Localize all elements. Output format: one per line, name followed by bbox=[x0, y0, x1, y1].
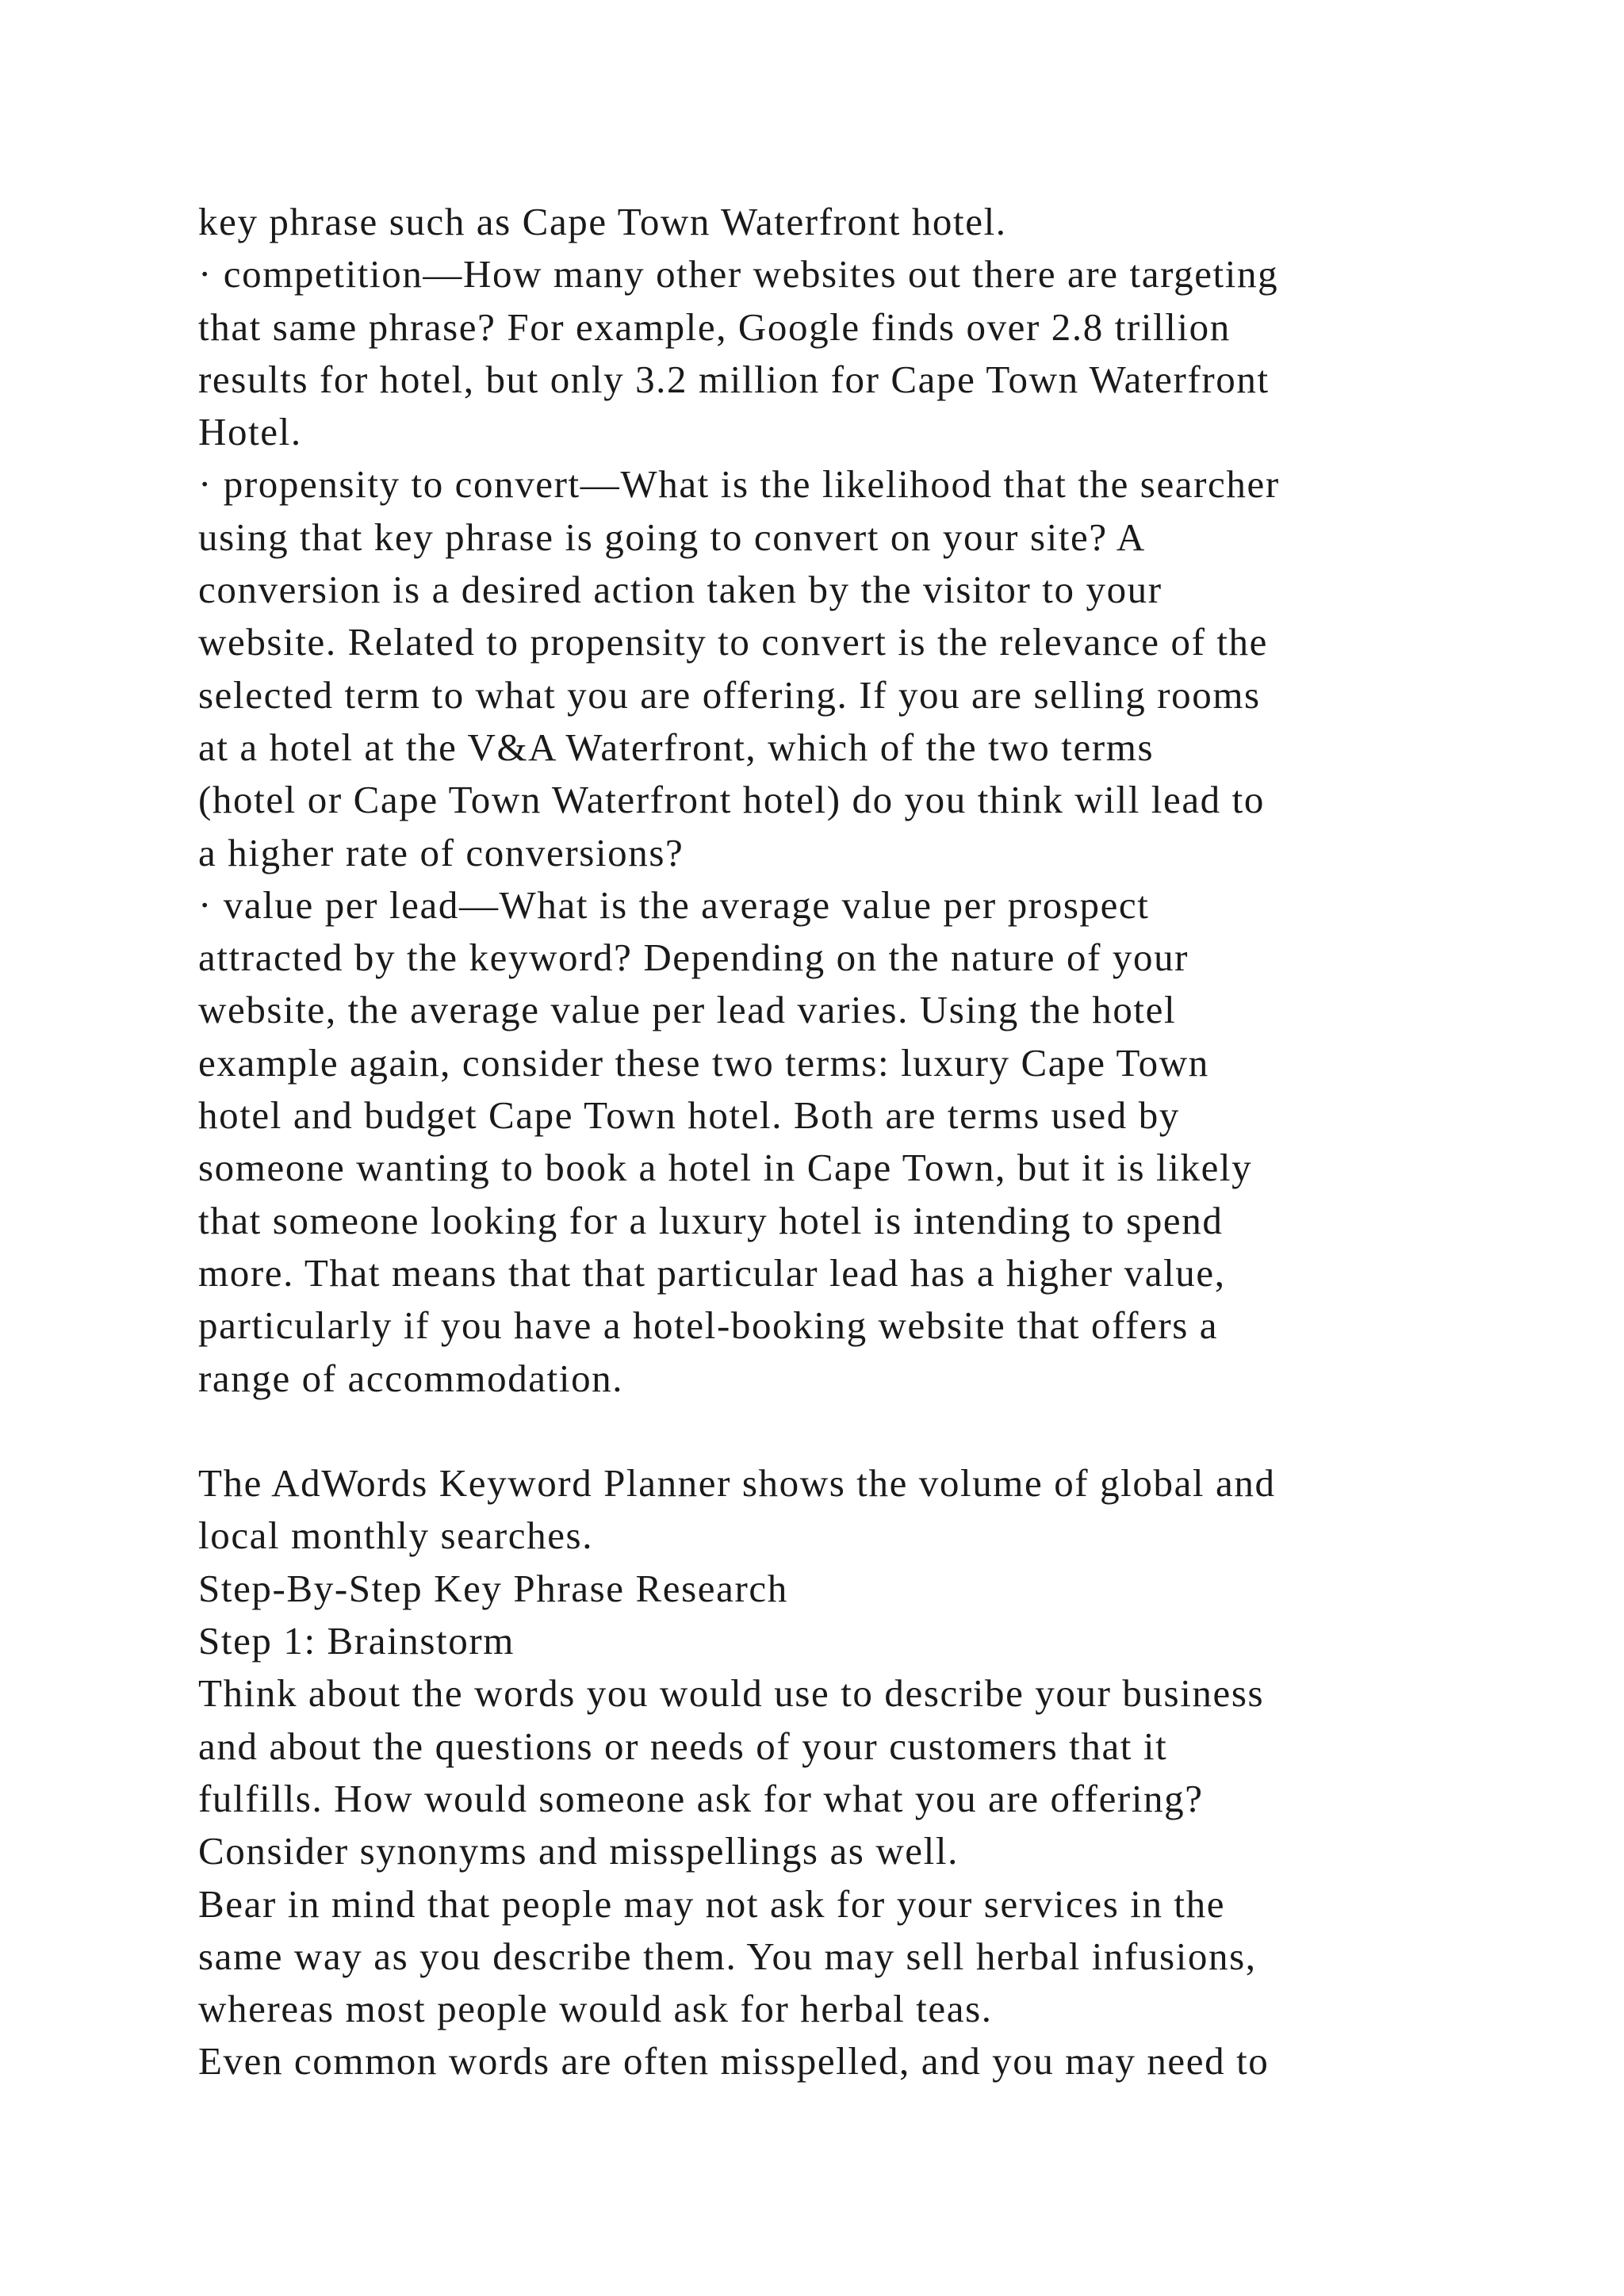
text-line: Consider synonyms and misspellings as well. bbox=[198, 1829, 959, 1873]
text-line: website, the average value per lead varies. Using the hotel bbox=[198, 988, 1177, 1032]
text-line: more. That means that that particular lead has a higher value, bbox=[198, 1250, 1226, 1295]
bullet-value-per-lead: · value per lead—What is the average value per prospect bbox=[198, 882, 1150, 927]
text-line: key phrase such as Cape Town Waterfront hotel. bbox=[198, 200, 1007, 243]
text-line: Even common words are often misspelled, and you may need to bbox=[198, 2039, 1270, 2084]
text-line: hotel and budget Cape Town hotel. Both are terms used by bbox=[198, 1093, 1180, 1138]
text-line: The AdWords Keyword Planner shows the volume of global and bbox=[198, 1461, 1276, 1506]
text-line: same way as you describe them. You may sell herbal infusions, bbox=[198, 1934, 1257, 1978]
body-text bbox=[198, 196, 1546, 2088]
text-line: results for hotel, but only 3.2 million for Cape Town Waterfront bbox=[198, 357, 1270, 401]
bullet-propensity-to-convert: · propensity to convert—What is the likelihood that the searcher bbox=[198, 462, 1280, 507]
text-line: range of accommodation. bbox=[198, 1356, 624, 1400]
text-line: selected term to what you are offering. If you are selling rooms bbox=[198, 672, 1261, 717]
text-line: that same phrase? For example, Google finds over 2.8 trillion bbox=[198, 304, 1231, 349]
section-heading: Step-By-Step Key Phrase Research bbox=[198, 1566, 788, 1610]
text-line: fulfills. How would someone ask for what you are offering? bbox=[198, 1776, 1204, 1820]
text-line: someone wanting to book a hotel in Cape Town, but it is likely bbox=[198, 1146, 1253, 1190]
text-line: local monthly searches. bbox=[198, 1513, 594, 1558]
text-line: Bear in mind that people may not ask for your services in the bbox=[198, 1881, 1226, 1926]
text-line: (hotel or Cape Town Waterfront hotel) do you think will lead to bbox=[198, 778, 1265, 822]
text-line: website. Related to propensity to convert is the relevance of the bbox=[198, 620, 1269, 664]
text-line: using that key phrase is going to convert on your site? A bbox=[198, 515, 1146, 559]
text-line: Hotel. bbox=[198, 410, 302, 454]
text-line: whereas most people would ask for herbal teas. bbox=[198, 1987, 993, 2031]
text-line: a higher rate of conversions? bbox=[198, 830, 684, 874]
text-line: conversion is a desired action taken by the visitor to your bbox=[198, 568, 1162, 612]
step-heading: Step 1: Brainstorm bbox=[198, 1619, 515, 1663]
text-line: example again, consider these two terms: luxury Cape Town bbox=[198, 1040, 1209, 1085]
text-line: at a hotel at the V&A Waterfront, which of the two terms bbox=[198, 725, 1155, 769]
text-line: and about the questions or needs of your customers that it bbox=[198, 1724, 1168, 1768]
text-line: particularly if you have a hotel-booking website that offers a bbox=[198, 1303, 1219, 1348]
text-line: Think about the words you would use to describe your business bbox=[198, 1671, 1265, 1716]
bullet-competition: · competition—How many other websites out there are targeting bbox=[198, 252, 1279, 297]
text-line: that someone looking for a luxury hotel is intending to spend bbox=[198, 1198, 1224, 1242]
blank-line bbox=[198, 1405, 1546, 1457]
text-line: attracted by the keyword? Depending on the nature of your bbox=[198, 936, 1189, 980]
